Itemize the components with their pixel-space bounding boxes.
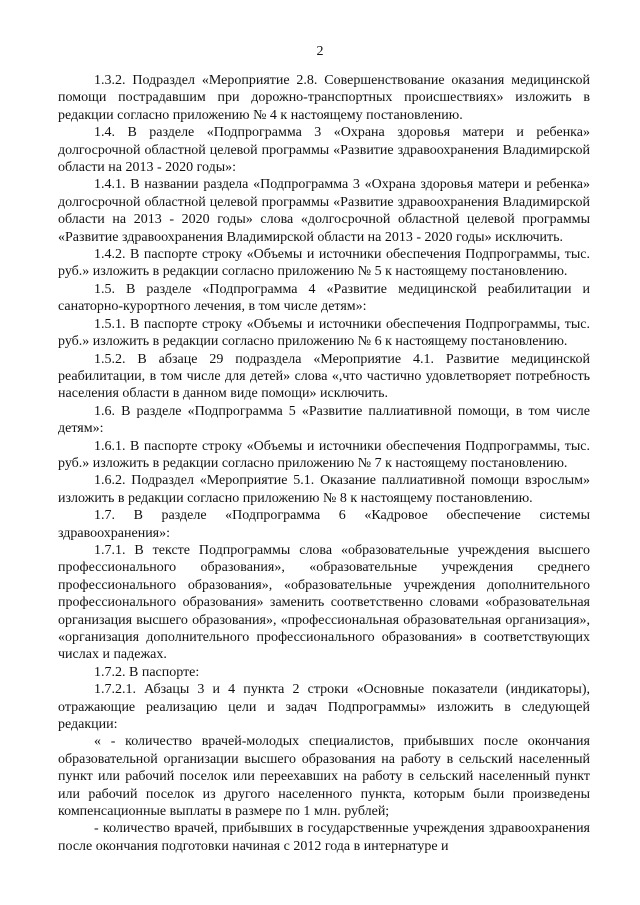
- paragraph-1-6: 1.6. В разделе «Подпрограмма 5 «Развитие паллиативной помощи, в том числе детям»:: [58, 403, 590, 437]
- paragraph-1-3-2: 1.3.2. Подраздел «Мероприятие 2.8. Совершенствование оказания медицинской помощи пострадавшим при дорожно-транспортных происшествиях» изложить в редакции согласно приложению № 4 к настоящему постановлению.: [58, 73, 590, 123]
- page-number: 2: [316, 44, 324, 59]
- paragraph-1-5: 1.5. В разделе «Подпрограмма 4 «Развитие медицинской реабилитации и санаторно-курортного лечения, в том числе детям»:: [58, 281, 590, 315]
- paragraph-1-4-2: 1.4.2. В паспорте строку «Объемы и источники обеспечения Подпрограммы, тыс. руб.» изложить в редакции согласно приложению № 5 к настоящему постановлению.: [58, 247, 590, 280]
- paragraph-1-7-2: 1.7.2. В паспорте:: [94, 664, 200, 680]
- paragraph-1-4-1: 1.4.1. В названии раздела «Подпрограмма 3 «Охрана здоровья матери и ребенка» долгосрочной областной целевой программы «Развитие здравоохранения Владимирской области на 2013 - 2020 годы» слова «долгосрочной областной целевой программы «Развитие здравоохранения Владимирской области на 2013 - 2020 годы» исключить.: [58, 177, 590, 245]
- paragraph-quoted-indicator-2: - количество врачей, прибывших в государственные учреждения здравоохранения после окончания подготовки начиная с 2012 года в интернатуре и: [58, 821, 590, 854]
- paragraph-1-7: 1.7. В разделе «Подпрограмма 6 «Кадровое обеспечение системы здравоохранения»:: [58, 508, 590, 541]
- paragraph-1-5-1: 1.5.1. В паспорте строку «Объемы и источники обеспечения Подпрограммы, тыс. руб.» изложить в редакции согласно приложению № 6 к настоящему постановлению.: [58, 316, 590, 350]
- paragraph-quoted-indicator-1: « - количество врачей-молодых специалистов, прибывших после окончания образовательной организации высшего образования на работу в сельский населенный пункт или рабочий поселок или переехавших на работу в сельский населенный пункт или рабочий поселок из другого населенного пункта, которым были произведены компенсационные выплаты в размере по 1 млн. рублей;: [58, 734, 590, 820]
- paragraph-1-7-2-1: 1.7.2.1. Абзацы 3 и 4 пункта 2 строки «Основные показатели (индикаторы), отражающие реализацию цели и задач Подпрограммы» изложить в следующей редакции:: [58, 682, 590, 733]
- paragraph-1-5-2: 1.5.2. В абзаце 29 подраздела «Мероприятие 4.1. Развитие медицинской реабилитации, в том числе для детей» слова «,что частично удовлетворяет потребность населения области в данном виде помощи» исключить.: [58, 351, 590, 402]
- paragraph-1-6-1: 1.6.1. В паспорте строку «Объемы и источники обеспечения Подпрограммы, тыс. руб.» изложить в редакции согласно приложению № 7 к настоящему постановлению.: [58, 438, 590, 471]
- paragraph-1-6-2: 1.6.2. Подраздел «Мероприятие 5.1. Оказание паллиативной помощи взрослым» изложить в редакции согласно приложению № 8 к настоящему постановлению.: [58, 473, 590, 506]
- paragraph-1-4: 1.4. В разделе «Подпрограмма 3 «Охрана здоровья матери и ребенка» долгосрочной областной целевой программы «Развитие здравоохранения Владимирской области на 2013 - 2020 годы»:: [58, 125, 590, 176]
- document-body: [58, 72, 590, 855]
- paragraph-1-7-1: 1.7.1. В тексте Подпрограммы слова «образовательные учреждения высшего профессионального образования», «образовательные учреждения среднего профессионального образования», «образовательные учреждения дополнительного профессионального образования» заменить соответственно словами «образовательная организация высшего образования», «профессиональная образовательная организация», «организация дополнительного профессионального образования» в соответствующих числах и падежах.: [58, 542, 590, 663]
